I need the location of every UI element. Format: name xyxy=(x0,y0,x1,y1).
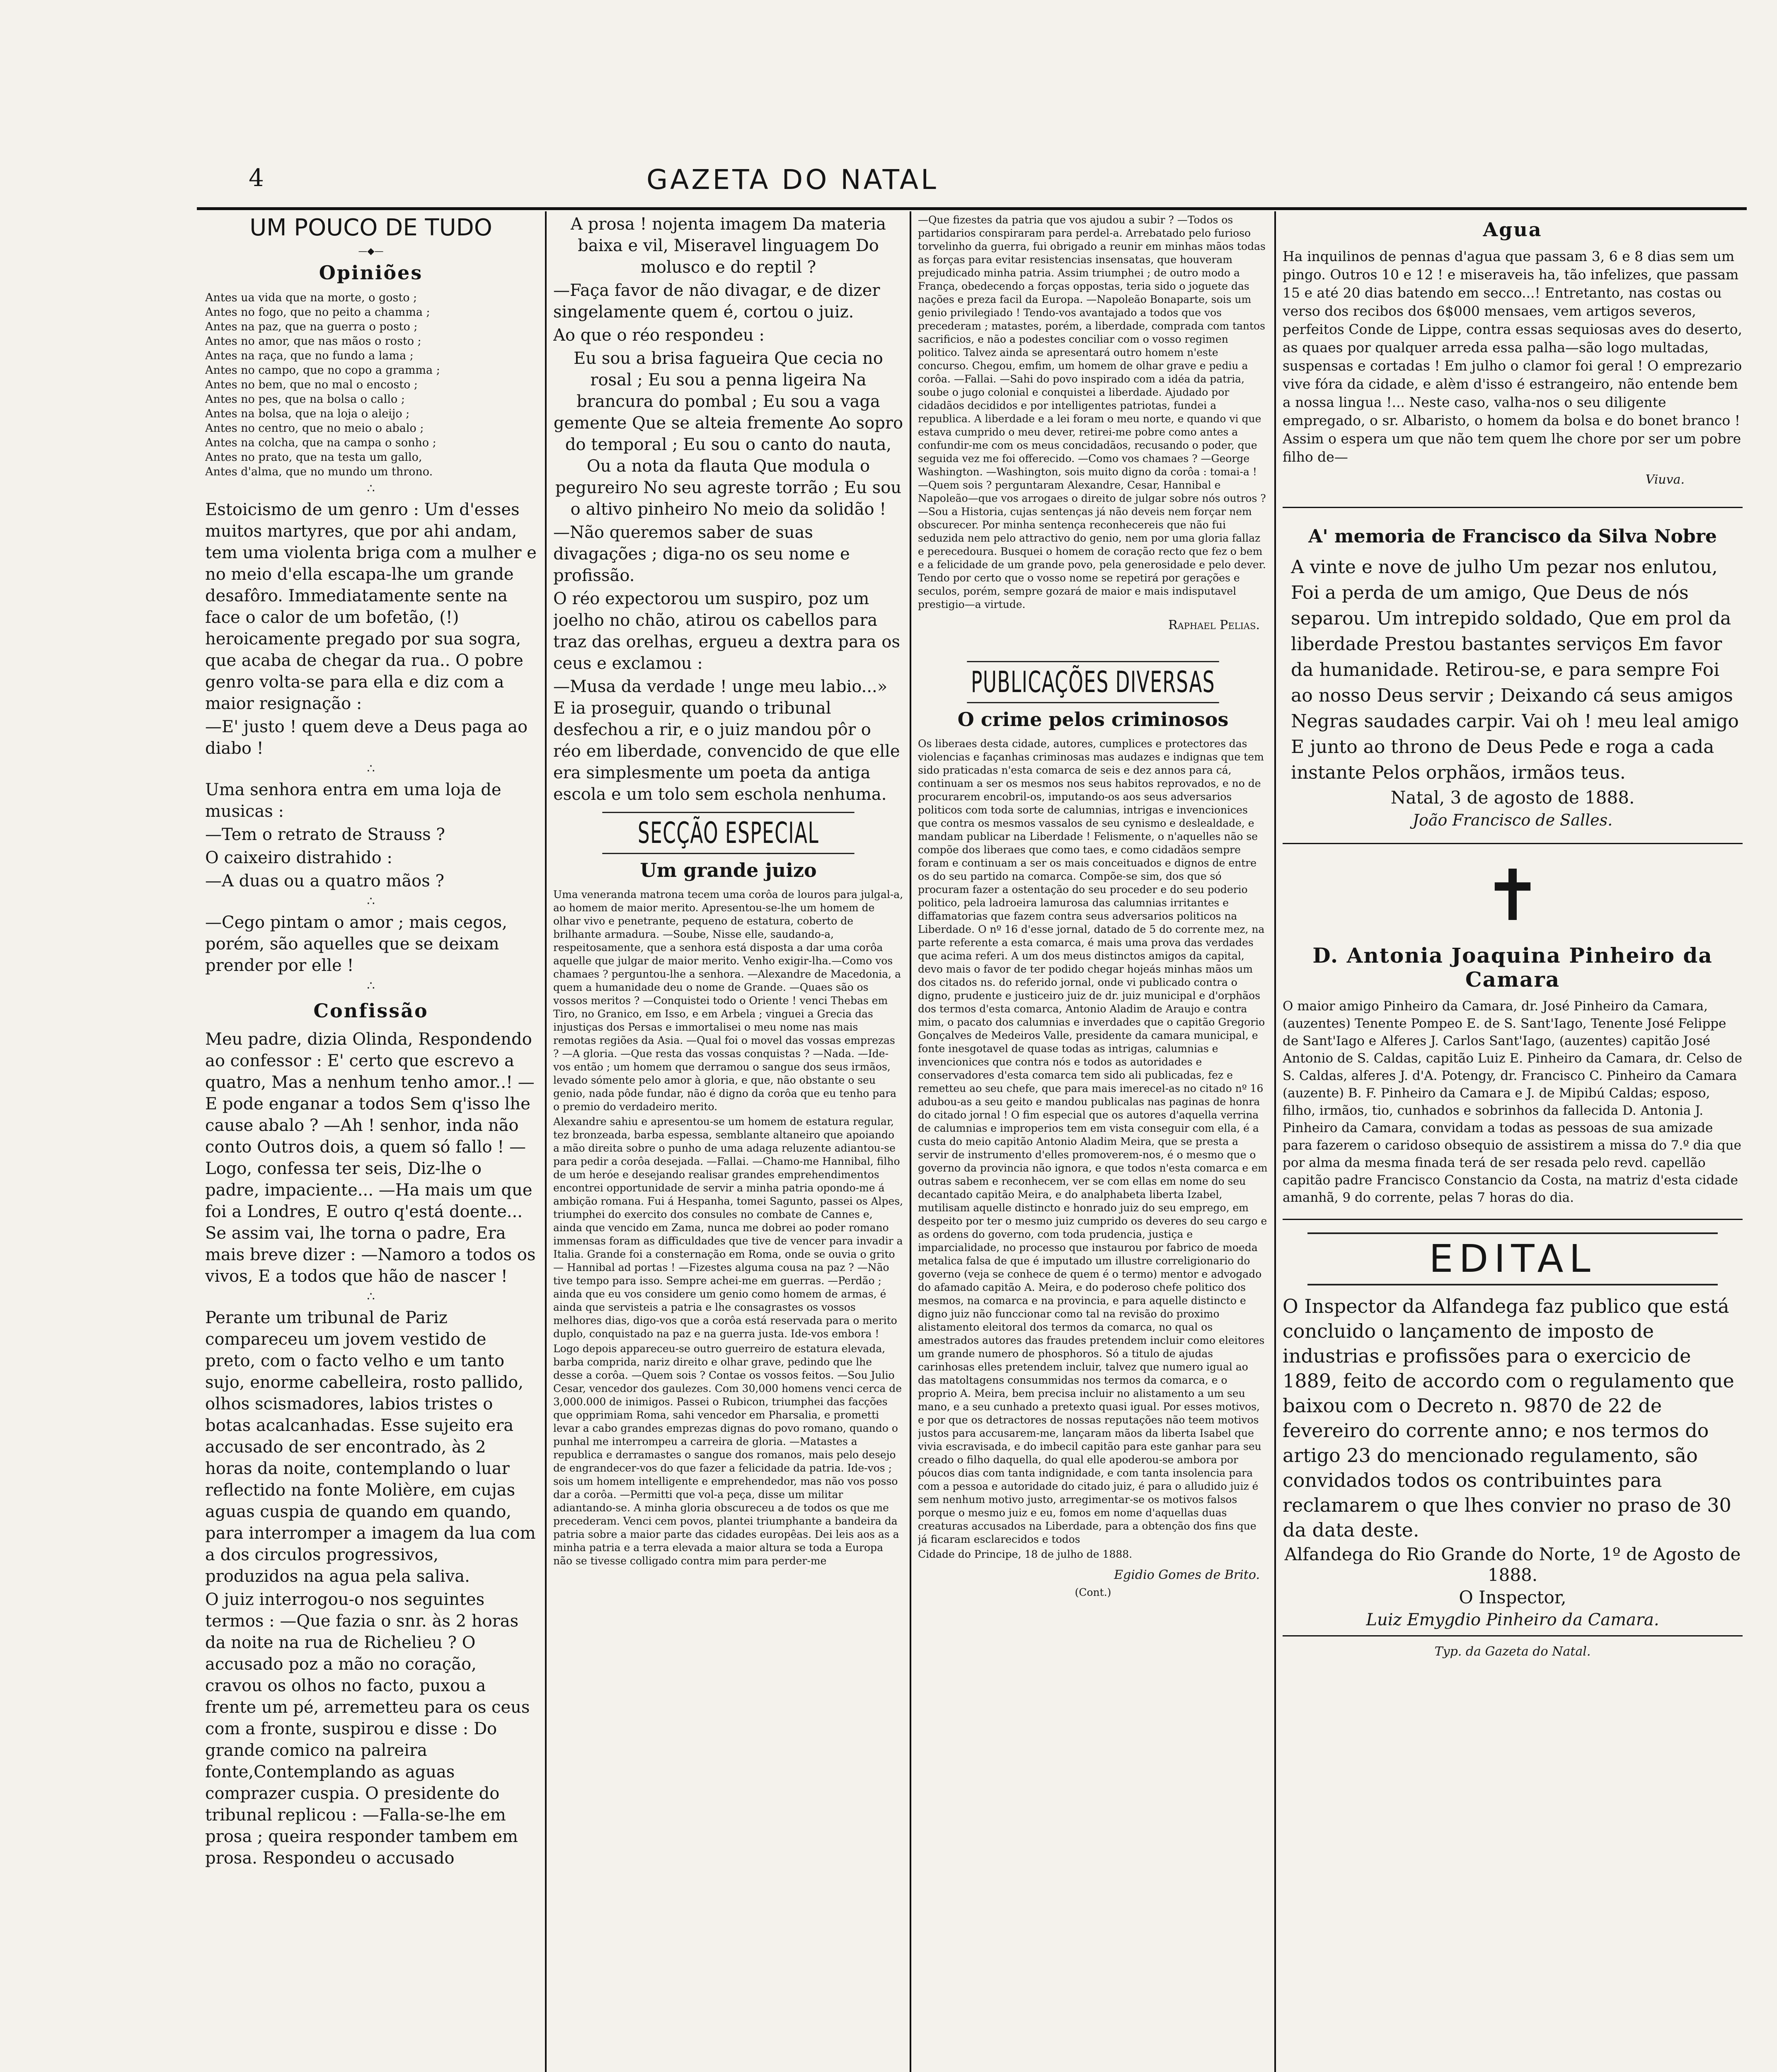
paragraph: Estoicismo de um genro : Um d'esses muitos martyres, que por ahi andam, tem uma violenta briga com a mulher e no meio d'ella escapa-lhe um grande desafôro. Immediatamente sente na face o calor de um bofetão, (!) heroicamente pregado por sua sogra, que acaba de chegar da rua.. O pobre genro volta-se para ella e diz com a maior resignação : xyxy=(205,500,537,713)
opinioes-title: Opiniões xyxy=(319,261,423,284)
divider xyxy=(1283,843,1743,844)
poem-line: Antes ua vida que na morte, o gosto ; xyxy=(205,291,417,304)
paragraph: Ha inquilinos de pennas d'agua que passam 3, 6 e 8 dias sem um pingo. Outros 10 e 12 ! e miseraveis ha, tão infelizes, que passam 15 e até 20 dias batendo em secco...! Entretanto, nas costas ou verso dos recibos dos 6$000 mensaes, vem artigos severos, perfeitos Conde de Lippe, contra essas sequiosas aves do deserto, as quaes por qualquer arreda essa palha—são logo multadas, suspensas e cortadas ! Em julho o clamor foi geral ! O emprezario vive fóra da cidade, e alèm d'isso é estrangeiro, não entende bem a nossa lingua !... Neste caso, valha-nos o seu diligente empregado, o sr. Albaristo, o homem da bolsa e do bonet branco ! Assim o espera um que não tem quem lhe chore por ser um pobre filho de— xyxy=(1283,248,1743,465)
continued-note: (Cont.) xyxy=(1075,1586,1111,1598)
poem-line: Antes na bolsa, que na loja o aleijo ; xyxy=(205,407,410,420)
paragraph: O caixeiro distrahido : xyxy=(205,848,392,867)
poem-line: Antes no centro, que no meio o abalo ; xyxy=(205,422,424,435)
paragraph: Alexandre sahiu e apresentou-se um homem de estatura regular, tez bronzeada, barba espessa, semblante altaneiro que apoiando a mão direita sobre o punho de uma adaga reluzente adiantou-se para pedir a corôa desejada. —Fallai. —Chamo-me Hannibal, filho de um heróe e desejando realisar grandes emprehendimentos encontrei opportunidade de servir a minha patria opondo-me á ambição romana. Fui á Hespanha, tomei Sagunto, passei os Alpes, triumphei do exercito dos consules no combate de Cannes e, ainda que vencido em Zama, nunca me dobrei ao poder romano immensas foram as difficuldades que tive de vencer para invadir a Italia. Grande foi a consternação em Roma, onde se ouvia o grito — Hannibal ad portas ! —Fizestes alguma cousa na paz ? —Não tive tempo para isso. Sempre achei-me em guerras. —Perdão ; ainda que eu vos considere um genio como homem de armas, é ainda que servisteis a patria e lhe consagrastes os vossos melhores dias, digo-vos que a corôa está reservada para o merito duplo, conquistado na paz e na guerra justa. Ide-vos embora ! xyxy=(553,1116,903,1340)
poem: A prosa ! nojenta imagem Da materia baixa e vil, Miseravel linguagem Do molusco e do reptil ? xyxy=(570,215,886,277)
signature: Raphael Pelias. xyxy=(1168,618,1260,632)
paragraph: —Tem o retrato de Strauss ? xyxy=(205,825,445,844)
column-divider xyxy=(910,211,911,2072)
divider xyxy=(1283,507,1743,508)
paragraph: —Não queremos saber de suas divagações ; diga-no os seu nome e profissão. xyxy=(553,523,850,585)
paragraph: Ao que o réo respondeu : xyxy=(553,326,765,345)
signature: Egidio Gomes de Brito. xyxy=(1114,1568,1260,1582)
paragraph: Uma senhora entra em uma loja de musicas : xyxy=(205,780,501,821)
poem: Eu sou a brisa fagueira Que cecia no rosal ; Eu sou a penna ligeira Na brancura do pombal ; Eu sou a vaga gemente Que se alteia fremente Ao sopro do temporal ; Eu sou o canto do nauta, Ou a nota da flauta Que modula o pegureiro No seu agreste torrão ; Eu sou o altivo pinheiro No meio da solidão ! xyxy=(553,349,903,519)
column-divider xyxy=(545,211,547,2072)
confissao-poem: Meu padre, dizia Olinda, Respondendo ao confessor : E' certo que escrevo a quatro, Mas a nenhum tenho amor..! —E pode enganar a todos Sem q'isso lhe cause abalo ? —Ah ! senhor, inda não conto Outros dois, a quem só fallo ! —Logo, confessa ter seis, Diz-lhe o padre, impaciente... —Ha mais um que foi a Londres, E outro q'está doente... Se assim vai, lhe torna o padre, Era mais breve dizer : —Namoro a todos os vivos, E a todos que hão de nascer ! xyxy=(205,1030,536,1286)
paragraph: —Que fizestes da patria que vos ajudou a subir ? —Todos os partidarios conspiraram para perdel-a. Arrebatado pelo furioso torvelinho da guerra, fui obrigado a reunir em minhas mãos todas as forças para evitar resistencias insensatas, que houveram prejudicado minha patria. Assim triumphei ; de outro modo a França, obedecendo a forças oppostas, teria sido o joguete das nações e preza facil da Europa. —Napoleão Bonaparte, sois um genio privilegiado ! Tendo-vos avantajado a todos que vos precederam ; matastes, porém, a liberdade, comprada com tantos sacrificios, e não a podestes conciliar com o vosso regimen politico. Talvez ainda se apresentará outro homem n'este concurso. Chegou, emfim, um homem de olhar grave e pediu a corôa. —Fallai. —Sahi do povo inspirado com a idéa da patria, soube o jugo colonial e conquistei a liberdade. Ajudado por cidadãos decididos e por intelligentes patriotas, fundei a republica. A liberdade e a lei foram o meu norte, e quando vi que estava cumprido o meu dever, retirei-me pobre como antes a confundir-me com os meus concidadãos, recusando o poder, que seguida vez me foi offerecido. —Como vos chamaes ? —George Washington. —Washington, sois muito digno da corôa : tomai-a ! —Quem sois ? perguntaram Alexandre, Cesar, Hannibal e Napoleão—que vos arrogaes o direito de julgar sobre nós outros ? —Sou a Historia, cujas sentenças já não deveis nem forçar nem obscurecer. Por minha sentença reconhecereis que não fui seduzida nem pelo attractivo do genio, nem por uma gloria fallaz e perecedoura. Busquei o homem de coração recto que fez o bem e a felicidade de um grande povo, pela generosidade e pelo dever. Tendo por certo que o vosso nome se repetirá por gerações e seculos, porém, sempre gozará de maior e mais indisputavel prestigio—a virtude. xyxy=(918,214,1266,610)
ornament: —◆— xyxy=(358,246,384,257)
poem-line: Antes no amor, que nas mãos o rosto ; xyxy=(205,335,421,348)
dateline: Cidade do Principe, 18 de julho de 1888. xyxy=(918,1548,1133,1560)
antonia-title: D. Antonia Joaquina Pinheiro da Camara xyxy=(1312,943,1713,992)
separator-dots: ∴ xyxy=(367,894,375,909)
separator-dots: ∴ xyxy=(367,979,375,993)
paragraph: —Musa da verdade ! unge meu labio...» E ia proseguir, quando o tribunal desfechou a rir, e o juiz mandou pôr o réo em liberdade, convencido de que elle era simplesmente um poeta da antiga escola e um tolo sem eschola nenhuma. xyxy=(553,677,900,804)
paragraph: —A duas ou a quatro mãos ? xyxy=(205,871,444,891)
paragraph: —Cego pintam o amor ; mais cegos, porém, são aquelles que se deixam prender por elle ! xyxy=(205,913,507,975)
separator-dots: ∴ xyxy=(367,1290,375,1304)
signature: Viuva. xyxy=(1645,472,1685,487)
column-2 xyxy=(553,213,903,2072)
poem-line: Antes no pes, que na bolsa o callo ; xyxy=(205,393,405,406)
paragraph: Uma veneranda matrona tecem uma corôa de louros para julgal-a, ao homem de maior merito. Apresentou-se-lhe um homem de olhar vivo e penetrante, pequeno de estatura, coberto de brilhante armadura. —Soube, Nisse elle, saudando-a, respeitosamente, que a senhora está disposta a dar uma corôa aquelle que julgar de maior merito. Venho exigir-lha.—Como vos chamaes ? perguntou-lhe a senhora. —Alexandre de Macedonia, a quem a humanidade deu o nome de Grande. —Quaes são os vossos meritos ? —Conquistei todo o Oriente ! venci Thebas em Tiro, no Granico, em Isso, e em Arbela ; vinguei a Grecia das injustiças dos Persas e immortalisei o meu nome nas mais remotas regiões da Asia. —Qual foi o movel das vossas emprezas ? —A gloria. —Que resta das vossas conquistas ? —Nada. —Ide-vos então ; um homem que derramou o sangue dos seus irmãos, levado sómente pelo amor à gloria, e que, não obstante o seu genio, nada pôde fundar, não é digno da corôa que eu tenho para o premio do verdadeiro merito. xyxy=(553,888,903,1113)
poem-line: Antes no fogo, que no peito a chamma ; xyxy=(205,306,430,319)
column-divider xyxy=(1274,211,1276,2072)
opinioes-poem xyxy=(205,290,537,479)
poem-line: Antes d'alma, que no mundo um throno. xyxy=(205,465,433,478)
divider xyxy=(1283,1635,1743,1636)
poem-line: Antes na raça, que no fundo a lama ; xyxy=(205,349,414,362)
paragraph: Os liberaes desta cidade, autores, cumplices e protectores das violencias e façanhas criminosas mas audazes e indignas que tem sido praticadas n'esta comarca de seis e dez annos para cá, continuam a ser os mesmos nos seus habitos reprovados, e no de procurarem encobril-os, imputando-os aos seus adversarios politicos com toda sorte de calumnias, intrigas e invencionices que contra os mesmos vassalos de seu cynismo e deslealdade, e mandam publicar na Liberdade ! Felismente, o n'aquelles não se compõe dos liberaes que como taes, e como cidadãos sempre foram e continuam a ser os mais conceituados e dignos de entre os do seu partido na comarca. Compõe-se sim, dos que só procuram fazer a ostentação do seu proceder e do seu poderio politico, pela ladroeira lamurosa das calumnias irritantes e diffamatorias que fazem contra seus adversarios politicos na Liberdade. O nº 16 d'esse jornal, datado de 5 do corrente mez, na parte referente a esta comarca, é mais uma prova das verdades que acima referi. A um dos meus distinctos amigos da capital, devo mais o favor de ter podido chegar hojeás minhas mãos um dos citados ns. do referido jornal, onde vi publicado contra o digno, prudente e justiceiro juiz de dr. juiz municipal e d'orphãos dos termos d'esta comarca, Antonio Aladim de Araujo e contra mim, o pacato dos calumnias e inverdades que o capitão Gregorio Gonçalves de Medeiros Valle, presidente da camara municipal, e fonte inesgotavel de quase todas as intrigas, calumnias e invencionices que contra nós e todos as autoridades e conservadores d'esta comarca tem sido ali publicadas, fez e remetteu ao seu chefe, que para mais imerecel-as no citado nº 16 adubou-as a seu geito e mandou publicalas nas paginas de honra do citado jornal ! O fim especial que os autores d'aquella verrina de calumnias e improperios tem em vista conseguir com ella, é a custa do meio capitão Antonio Aladim Meira, que se presta a servir de instrumento d'elles promoverem-nos, é o mesmo que o governo da provincia não ignora, e que todos n'esta comarca e em outras sabem e reconhecem, ver se com ellas em nome do seu decantado capitão Meira, e do analphabeta liberta Izabel, mutilisam aquelle distincto e honrado juiz do seu emprego, em despeito por ter o mesmo juiz cumprido os deveres do seu cargo e as ordens do governo, com toda prudencia, justiça e imparcialidade, no processo que instaurou por fabrico de moeda metalica falsa de que é imputado um illustre correligionario do governo (veja se conhece de quem é o termo) mentor e advogado do afamado capitão A. Meira, e do poderoso chefe politico dos mesmos, na comarca e na provincia, e para aquelle distincto e digno juiz não funccionar como tal na revisão do proximo alistamento eleitoral dos termos da comarca, no qual os amestrados autores das fraudes pretendem incluir como eleitores um grande numero de phosphoros. Só a titulo de ajudas carinhosas elles pretendem incluir, talvez que numero igual ao das matoltagens consummidas nos termos da comarca, e o proprio A. Meira, bem precisa incluir no alistamento a um seu mano, e a seu cunhado a pretexto quasi igual. Por esses motivos, e por que os detractores de nossas reputações não teem motivos justos para accusarem-me, lançaram mãos da liberta Isabel que vivia escravisada, e do imbecil capitão para este ganhar para seu creado o filho daquella, do qual elle apoderou-se ambora por póucos dias com tanta indignidade, e com tanta insolencia para com a pessoa e autoridade do citado juiz, é para o alludido juiz é sem nenhum motivo justo, arregimentar-se os motivos falsos porque o mesmo juiz e eu, fomos em nome d'aquellas duas creaturas accusados na Liberdade, para a obtenção dos fins que já ficaram esclarecidos e todos xyxy=(918,738,1268,1545)
column-3 xyxy=(918,213,1268,2072)
memoria-title: A' memoria de Francisco da Silva Nobre xyxy=(1308,526,1717,547)
edital-title: EDITAL xyxy=(1307,1232,1718,1285)
paragraph: —E' justo ! quem deve a Deus paga ao diabo ! xyxy=(205,717,528,758)
section-title-publicacoes-diversas: PUBLICAÇÕES DIVERSAS xyxy=(967,661,1219,703)
paragraph: O réo expectorou um suspiro, poz um joelho no chão, atirou os cabellos para traz das orelhas, ergueu a dextra para os ceus e exclamou : xyxy=(553,589,900,673)
subheading-crime: O crime pelos criminosos xyxy=(957,708,1229,731)
header-rule xyxy=(197,207,1747,210)
section-title-um-pouco-de-tudo: UM POUCO DE TUDO xyxy=(249,214,492,241)
separator-dots: ∴ xyxy=(367,762,375,776)
poem-line: Antes no bem, que no mal o encosto ; xyxy=(205,378,418,391)
role: O Inspector, xyxy=(1459,1587,1566,1607)
paragraph: O maior amigo Pinheiro da Camara, dr. José Pinheiro da Camara, (auzentes) Tenente Pompeo E. de S. Sant'Iago, Tenente José Felippe de Sant'Iago e Alferes J. Carlos Sant'Iago, (auzentes) capitão José Antonio de S. Caldas, capitão Luiz E. Pinheiro da Camara, dr. Celso de S. Caldas, alferes J. d'A. Potengy, dr. Francisco C. Pinheiro da Camara (auzente) B. F. Pinheiro da Camara e J. de Mipibú Caldas; esposo, filho, irmãos, tio, cunhados e sobrinhos da fallecida D. Antonia J. Pinheiro da Camara, convidam a todas as pessoas de sua amizade para fazerem o caridoso obsequio de assistirem a missa do 7.º dia que por alma da mesma finada terá de ser resada pelo revd. capellão capitão padre Francisco Constancio da Costa, na matriz d'esta cidade amanhã, 9 do corrente, pelas 7 horas do dia. xyxy=(1283,999,1742,1205)
signature: João Francisco de Salles. xyxy=(1412,811,1613,829)
separator-dots: ∴ xyxy=(367,482,375,496)
page-number: 4 xyxy=(249,164,264,192)
dateline: Alfandega do Rio Grande do Norte, 1º de Agosto de 1888. xyxy=(1284,1544,1741,1585)
poem-line: Antes no campo, que no copo a gramma ; xyxy=(205,364,440,377)
dateline: Natal, 3 de agosto de 1888. xyxy=(1390,787,1635,808)
paragraph: —Faça favor de não divagar, e de dizer singelamente quem é, cortou o juiz. xyxy=(553,281,880,322)
paragraph: Logo depois appareceu-se outro guerreiro de estatura elevada, barba comprida, nariz direito e olhar grave, pedindo que lhe desse a corôa. —Quem sois ? Contae os vossos feitos. —Sou Julio Cesar, vencedor dos gaulezes. Com 30,000 homens venci cerca de 3,000.000 de inimigos. Passei o Rubicon, triumphei das facções que opprimiam Roma, sahi vencedor em Pharsalia, e prometti levar a cabo grandes emprezas dignas do povo romano, quando o punhal me interrompeu a carreira de gloria. —Matastes a republica e derramastes o sangue dos romanos, mais pelo desejo de engrandecer-vos do que fazer a felicidade da patria. Ide-vos ; sois um homem intelligente e emprehendedor, mas não vos posso dar a corôa. —Permitti que vol-a peça, disse um militar adiantando-se. A minha gloria obscureceu a de todos os que me precederam. Venci cem povos, plantei triumphante a bandeira da patria sobre a maior parte das cidades europêas. Dei leis aos as a minha patria e a terra elevada a maior altura se toda a Europa não se tivesse colligado contra mim para perder-me xyxy=(553,1343,902,1567)
poem-line: Antes na colcha, que na campa o sonho ; xyxy=(205,436,436,449)
memoria-poem: A vinte e nove de julho Um pezar nos enlutou, Foi a perda de um amigo, Que Deus de nós separou. Um intrepido soldado, Que em prol da liberdade Prestou bastantes serviços Em favor da humanidade. Retirou-se, e para sempre Foi ao nosso Deus servir ; Deixando cá seus amigos Negras saudades carpir. Vai oh ! meu leal amigo E junto ao throno de Deus Pede e roga a cada instante Pelos orphãos, irmãos teus. xyxy=(1291,557,1739,783)
newspaper-title: GAZETA DO NATAL xyxy=(646,164,939,196)
confissao-title: Confissão xyxy=(313,1000,429,1022)
paragraph: O juiz interrogou-o nos seguintes termos : —Que fazia o snr. às 2 horas da noite na rua de Richelieu ? O accusado poz a mão no coração, cravou os olhos no facto, puxou a frente um pé, arremetteu para os ceus com a fronte, suspirou e disse : Do grande comico na palreira fonte,Contemplando as aguas comprazer cuspia. O presidente do tribunal replicou : —Falla-se-lhe em prosa ; queira responder tambem em prosa. Respondeu o accusado xyxy=(205,1590,530,1868)
column-4 xyxy=(1283,213,1743,2072)
section-title-seccao-especial: SECÇÃO ESPECIAL xyxy=(602,812,854,854)
column-1 xyxy=(205,213,537,2072)
paragraph: Perante um tribunal de Pariz compareceu um jovem vestido de preto, com o facto velho e um tanto sujo, enorme cabelleira, rosto pallido, olhos scismadores, labios tristes o botas acalcanhadas. Esse sujeito era accusado de ser encontrado, às 2 horas da noite, contemplando o luar reflectido na fonte Molière, em cujas aguas cuspia de quando em quando, para interromper a imagem da lua com a dos circulos progressivos, produzidos na agua pela saliva. xyxy=(205,1308,536,1586)
divider xyxy=(1283,1219,1743,1220)
agua-title: Agua xyxy=(1483,218,1542,241)
paragraph: O Inspector da Alfandega faz publico que está concluido o lançamento de imposto de industrias e profissões para o exercicio de 1889, feito de accordo com o regulamento que baixou com o Decreto n. 9870 de 22 de fevereiro do corrente anno; e nos termos do artigo 23 do mencionado regulamento, são convidados todos os contribuintes para reclamarem o que lhes convier no praso de 30 da data deste. xyxy=(1283,1295,1734,1541)
poem-line: Antes no prato, que na testa um gallo, xyxy=(205,451,422,464)
cross-icon: ✝ xyxy=(1483,855,1542,937)
poem-line: Antes na paz, que na guerra o posto ; xyxy=(205,320,418,333)
printer-note: Typ. da Gazeta do Natal. xyxy=(1434,1644,1591,1659)
subheading-grande-juizo: Um grande juizo xyxy=(640,859,817,881)
signature: Luiz Emygdio Pinheiro da Camara. xyxy=(1366,1610,1659,1629)
